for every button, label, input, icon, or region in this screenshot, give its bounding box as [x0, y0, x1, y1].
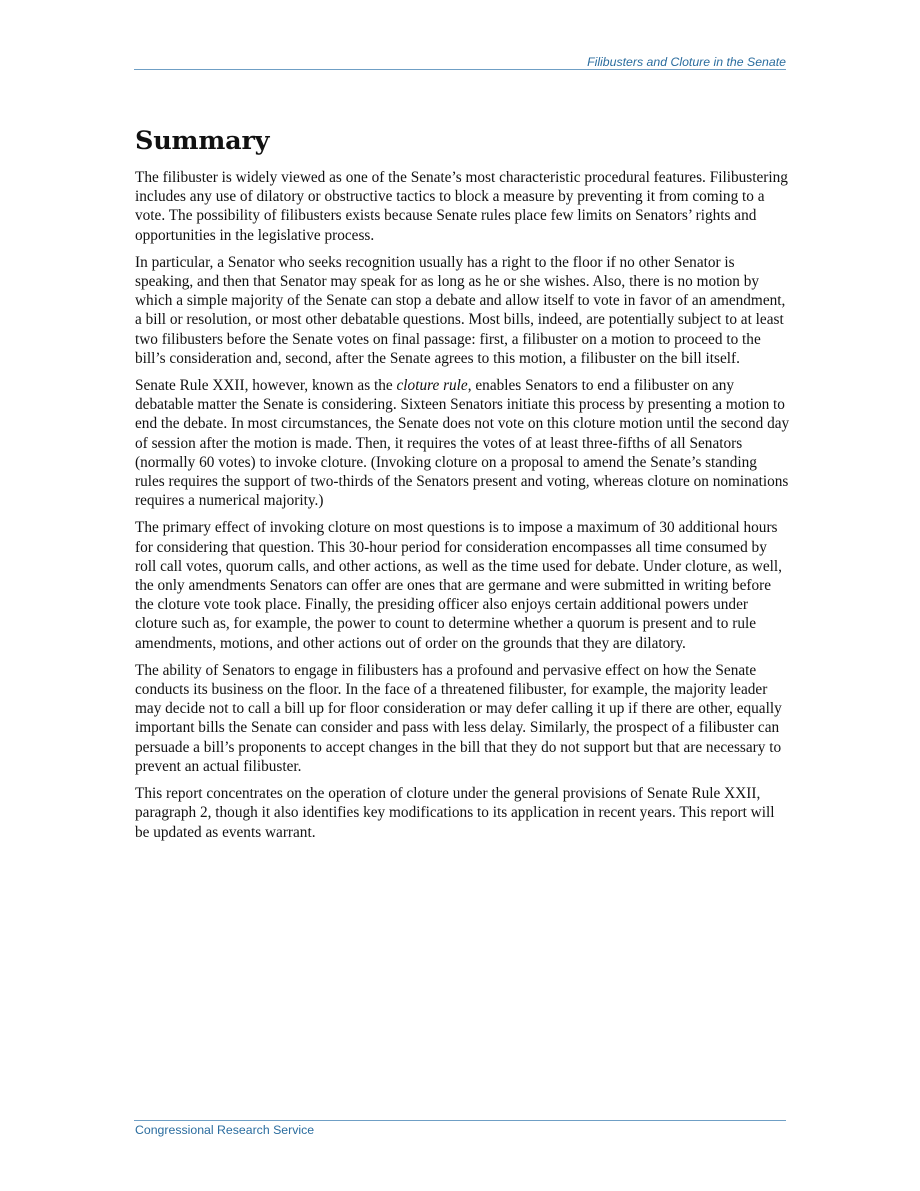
running-header: Filibusters and Cloture in the Senate [587, 55, 786, 69]
paragraph-5: The ability of Senators to engage in filibusters has a profound and pervasive effect on how the Senate conducts its business on the floor. In the face of a threatened filibuster, for example, the majority leader may decide not to call a bill up for floor consideration or may defer calling it up if there are other, equally important bills the Senate can consider and pass with less delay. Similarly, the prospect of a filibuster can persuade a bill’s proponents to accept changes in the bill that they do not support but that are necessary to prevent an actual filibuster. [135, 661, 782, 775]
footer-divider [134, 1120, 786, 1121]
page-title: Summary [135, 126, 270, 156]
header-divider [134, 69, 786, 70]
cloture-rule-term: cloture rule [396, 377, 468, 395]
footer-publisher: Congressional Research Service [135, 1123, 315, 1137]
paragraph-2: In particular, a Senator who seeks recognition usually has a right to the floor if no other Senator is speaking, and then that Senator may speak for as long as he or she wishes. Also, there is no motion by which a simple majority of the Senate can stop a debate and allow itself to vote in favor of an amendment, a bill or resolution, or most other debatable questions. Most bills, indeed, are potentially subject to at least two filibusters before the Senate votes on final passage: first, a filibuster on a motion to proceed to the bill’s consideration and, second, after the Senate agrees to this motion, a filibuster on the bill itself. [135, 253, 786, 367]
paragraph-4: The primary effect of invoking cloture on most questions is to impose a maximum of 30 additional hours for considering that question. This 30-hour period for consideration encompasses all time consumed by roll call votes, quorum calls, and other actions, as well as the time used for debate. Under cloture, as well, the only amendments Senators can offer are ones that are germane and were submitted in writing before the cloture vote took place. Finally, the presiding officer also enjoys certain additional powers under cloture such as, for example, the power to count to determine whether a quorum is present and to rule amendments, motions, and other actions out of order on the grounds that they are dilatory. [135, 519, 782, 652]
paragraph-6: This report concentrates on the operation of cloture under the general provisions of Senate Rule XXII, paragraph 2, though it also identifies key modifications to its application in recent years. This report will be updated as events warrant. [135, 785, 775, 841]
paragraph-3-part-1: Senate Rule XXII, however, known as the [135, 377, 397, 395]
paragraph-3-part-2: , enables Senators to end a filibuster on any debatable matter the Senate is considering. Sixteen Senators initiate this process by presenting a motion to end the debate. In most circumstances, the Senate does not vote on this cloture motion until the second day of session after the motion is made. Then, it requires the votes of at least three-fifths of all Senators (normally 60 votes) to invoke cloture. (Invoking cloture on a proposal to amend the Senate’s standing rules requires the support of two-thirds of the Senators present and voting, whereas cloture on nominations requires a numerical majority.) [135, 377, 790, 510]
paragraph-3 [135, 376, 790, 510]
paragraph-1: The filibuster is widely viewed as one of the Senate’s most characteristic procedural features. Filibustering includes any use of dilatory or obstructive tactics to block a measure by preventing it from coming to a vote. The possibility of filibusters exists because Senate rules place few limits on Senators’ rights and opportunities in the legislative process. [135, 169, 788, 244]
summary-body [135, 168, 790, 850]
